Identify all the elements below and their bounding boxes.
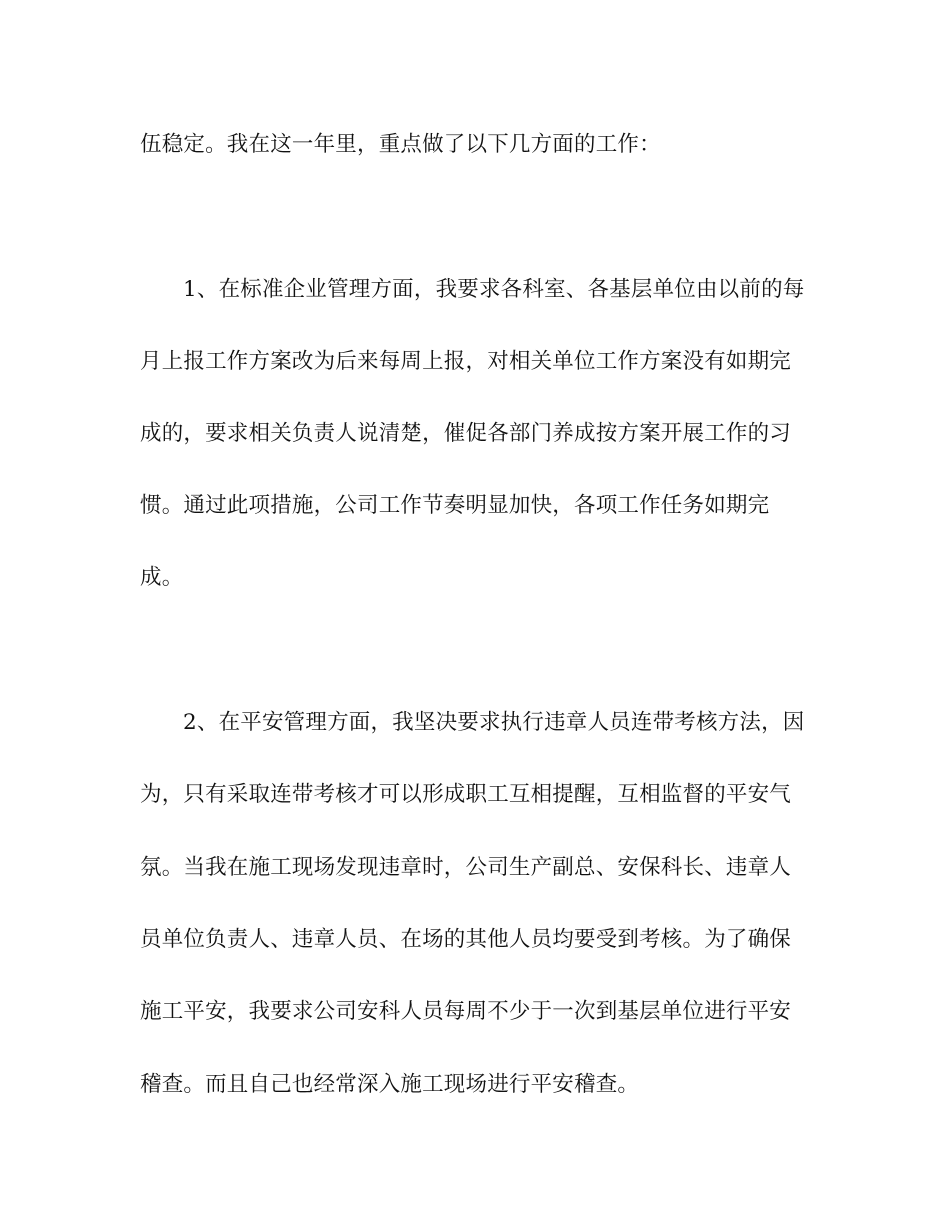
paragraph-2-line-3: 氛。当我在施工现场发现违章时，公司生产副总、安保科长、违章人 [140,855,792,880]
paragraph-1-line-2: 月上报工作方案改为后来每周上报，对相关单位工作方案没有如期完 [140,349,792,374]
paragraph-2-line-4: 员单位负责人、违章人员、在场的其他人员均要受到考核。为了确保 [140,927,792,952]
paragraph-1-line-5: 成。 [140,565,184,590]
paragraph-2-line-1: 2、在平安管理方面，我坚决要求执行违章人员连带考核方法，因 [183,710,805,735]
paragraph-2-line-6: 稽查。而且自己也经常深入施工现场进行平安稽查。 [140,1072,640,1097]
text-line-intro: 伍稳定。我在这一年里，重点做了以下几方面的工作： [140,132,661,157]
paragraph-1-line-3: 成的，要求相关负责人说清楚，催促各部门养成按方案开展工作的习 [140,421,792,446]
paragraph-2-line-2: 为，只有采取连带考核才可以形成职工互相提醒，互相监督的平安气 [140,782,792,807]
paragraph-1-line-4: 惯。通过此项措施，公司工作节奏明显加快，各项工作任务如期完 [140,493,770,518]
paragraph-2-line-5: 施工平安，我要求公司安科人员每周不少于一次到基层单位进行平安 [140,999,792,1024]
paragraph-1-line-1: 1、在标准企业管理方面，我要求各科室、各基层单位由以前的每 [183,277,805,302]
